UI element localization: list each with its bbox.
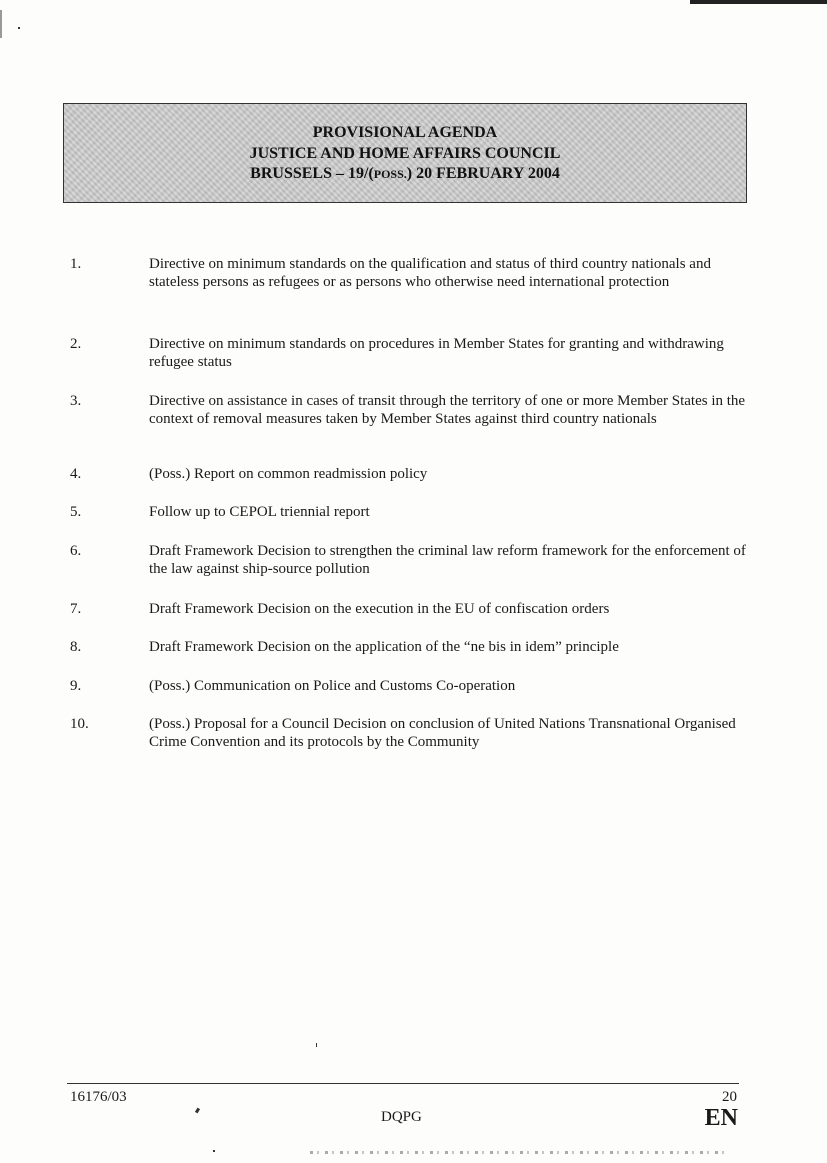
agenda-item-text: Directive on assistance in cases of transit through the territory of one or more Member States in the context of removal measures taken by Member States against third country nationals bbox=[149, 393, 746, 427]
agenda-item-text: Directive on minimum standards on the qualification and status of third country nationals and stateless persons as refugees or as persons who otherwise need international protection bbox=[149, 256, 711, 290]
agenda-item-number: 9. bbox=[70, 678, 82, 694]
agenda-item bbox=[70, 542, 750, 578]
agenda-header-box bbox=[63, 103, 747, 203]
scan-margin-mark bbox=[0, 10, 2, 38]
agenda-item bbox=[70, 715, 750, 751]
agenda-item bbox=[70, 503, 750, 521]
agenda-item bbox=[70, 335, 750, 371]
scan-noise-strip bbox=[310, 1151, 730, 1154]
top-edge-rule bbox=[690, 0, 827, 4]
header-title: PROVISIONAL AGENDA bbox=[312, 124, 498, 141]
agenda-item-text: Follow up to CEPOL triennial report bbox=[149, 504, 370, 520]
agenda-item-text: Draft Framework Decision on the execution in the EU of confiscation orders bbox=[149, 601, 610, 617]
agenda-item-text: Draft Framework Decision to strengthen the criminal law reform framework for the enforcement of the law against ship-source pollution bbox=[149, 543, 746, 577]
agenda-item bbox=[70, 600, 750, 618]
agenda-item-text: Directive on minimum standards on procedures in Member States for granting and withdrawing refugee status bbox=[149, 336, 724, 370]
scan-speck bbox=[316, 1043, 317, 1047]
agenda-item-number: 3. bbox=[70, 393, 82, 409]
agenda-item-number: 10. bbox=[70, 716, 89, 732]
scan-speck bbox=[18, 27, 20, 29]
document-number: 16176/03 bbox=[70, 1089, 127, 1105]
footer-divider bbox=[67, 1083, 739, 1084]
agenda-item bbox=[70, 465, 750, 483]
agenda-item-number: 4. bbox=[70, 466, 82, 482]
agenda-item bbox=[70, 392, 750, 428]
agenda-item-number: 5. bbox=[70, 504, 82, 520]
directorate-code: DQPG bbox=[381, 1109, 422, 1125]
header-poss: POSS. bbox=[373, 167, 407, 181]
scan-speck bbox=[213, 1150, 215, 1152]
agenda-item bbox=[70, 677, 750, 695]
agenda-item-text: (Poss.) Communication on Police and Customs Co-operation bbox=[149, 678, 516, 694]
agenda-item-number: 7. bbox=[70, 601, 82, 617]
language-code: EN bbox=[704, 1105, 738, 1131]
header-council: JUSTICE AND HOME AFFAIRS COUNCIL bbox=[249, 145, 561, 162]
agenda-item-number: 6. bbox=[70, 543, 82, 559]
agenda-item-text: (Poss.) Report on common readmission policy bbox=[149, 466, 428, 482]
agenda-item-number: 8. bbox=[70, 639, 82, 655]
header-date: ) 20 FEBRUARY 2004 bbox=[406, 165, 560, 182]
agenda-item bbox=[70, 638, 750, 656]
agenda-item-number: 2. bbox=[70, 336, 82, 352]
page-number: 20 bbox=[722, 1089, 737, 1105]
header-date-location bbox=[64, 164, 746, 184]
agenda-item bbox=[70, 255, 750, 291]
header-location: BRUSSELS – 19/( bbox=[250, 165, 374, 182]
agenda-item-text: (Poss.) Proposal for a Council Decision on conclusion of United Nations Transnational Organised Crime Convention and its protocols by the Community bbox=[149, 716, 736, 750]
agenda-item-text: Draft Framework Decision on the application of the “ne bis in idem” principle bbox=[149, 639, 619, 655]
scan-speck bbox=[195, 1108, 200, 1114]
agenda-item-number: 1. bbox=[70, 256, 82, 272]
